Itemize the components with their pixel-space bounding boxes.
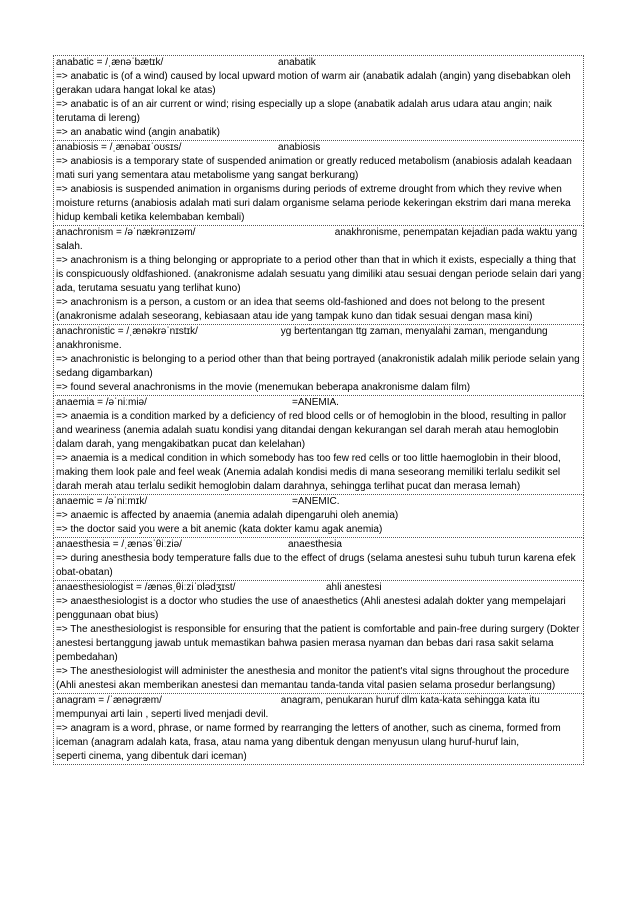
entry-headline xyxy=(56,325,582,353)
headword: anaemic = /əˈniːmɪk/ xyxy=(56,496,148,507)
example-line: => anagram is a word, phrase, or name formed by rearranging the letters of another, such as cinema, formed from iceman (anagram adalah kata, frasa, atau nama yang dibentuk dengan menyusun ulang huruf-huruf lain, xyxy=(56,723,561,748)
example-line: => anachronism is a person, a custom or an idea that seems old-fashioned and does not belong to the present (anakronisme adalah seseorang, kebiasaan atau ide yang tampak kuno dan tidak sesuai dengan masa kini) xyxy=(56,297,545,322)
example-line: => found several anachronisms in the movie (menemukan beberapa anakronisme dalam film) xyxy=(56,382,471,393)
headword: anaesthesiologist = /ænəsˌθiːziˈɒlədʒɪst/ xyxy=(56,582,236,593)
example-line: => anachronism is a thing belonging or appropriate to a period other than that in which it exists, especially a thing that is conspicuously oldfashioned. (anakronisme adalah sesuatu yang dimiliki atau sesuai dengan periode selain dari yang ada, terutama sesuatu yang terlihat kuno) xyxy=(56,255,582,294)
example-line: => The anesthesiologist will administer the anesthesia and monitor the patient's vital signs throughout the procedure (Ahli anestesi akan memberikan anestesi dan memantau tanda-tanda vital pasien selama prosedur berlangsung) xyxy=(56,666,570,691)
example-line: => anaemic is affected by anaemia (anemia adalah dipengaruhi oleh anemia) xyxy=(56,510,399,521)
headword: anaemia = /əˈniːmiə/ xyxy=(56,397,147,408)
example-line: seperti cinema, yang dibentuk dari iceman) xyxy=(56,751,247,762)
entry-anachronism xyxy=(53,226,584,325)
example-line: => anabiosis is suspended animation in organisms during periods of extreme drought from which they revive when moisture returns (anabiosis adalah mati suri dalam organisme selama periode kekeringan ekstrim dari mana mereka hidup kembali ketika kelembaban kembali) xyxy=(56,184,571,223)
translation: =ANEMIA. xyxy=(292,397,339,408)
example-line: => anabatic is of an air current or wind; rising especially up a slope (anabatik adalah arus udara atau angin; naik terutama di lereng) xyxy=(56,99,552,124)
example-line: => The anesthesiologist is responsible for ensuring that the patient is comfortable and pain-free during surgery (Dokter anestesi bertanggung jawab untuk memastikan bahwa pasien merasa nyaman dan bebas dari rasa sakit selama pembedahan) xyxy=(56,624,580,663)
entry-headline xyxy=(56,581,582,595)
entry-anaesthesia xyxy=(53,538,584,581)
entry-headline xyxy=(56,538,582,552)
example-line: => anachronistic is belonging to a period other than that being portrayed (anakronistik adalah milik periode selain yang sedang digambarkan) xyxy=(56,354,580,379)
entry-headline xyxy=(56,226,582,254)
translation: anabiosis xyxy=(278,142,321,153)
headword: anabatic = /ˌænəˈbætɪk/ xyxy=(56,57,164,68)
entry-anabatic xyxy=(53,55,584,141)
example-line: => anabatic is (of a wind) caused by local upward motion of warm air (anabatik adalah (angin) yang disebabkan oleh gerakan udara hangat lokal ke atas) xyxy=(56,71,571,96)
example-line: => anaemia is a condition marked by a deficiency of red blood cells or of hemoglobin in the blood, resulting in pallor and weariness (anemia adalah suatu kondisi yang ditandai dengan kekurangan sel darah merah atau hemoglobin dalam darah, yang mengakibatkan pucat dan kelelahan) xyxy=(56,411,567,450)
dictionary-page xyxy=(53,55,584,765)
translation: anaesthesia xyxy=(288,539,342,550)
entry-headline xyxy=(56,141,582,155)
headword: anachronistic = /ˌænəkrəˈnɪstɪk/ xyxy=(56,326,198,337)
headword: anachronism = /əˈnækrənɪzəm/ xyxy=(56,227,196,238)
headword: anagram = /ˈænəgræm/ xyxy=(56,695,162,706)
entry-anabiosis xyxy=(53,141,584,226)
translation: anagram, penukaran huruf dlm kata-kata sehingga kata itu mempunyai arti lain , seperti lived menjadi devil. xyxy=(56,695,540,720)
translation: =ANEMIC. xyxy=(292,496,340,507)
example-line: => anabiosis is a temporary state of suspended animation or greatly reduced metabolism (anabiosis adalah keadaan mati suri yang sementara atau metabolisme yang sangat berkurang) xyxy=(56,156,572,181)
translation: anabatik xyxy=(278,57,316,68)
translation: yg bertentangan ttg zaman, menyalahi zaman, mengandung anakhronisme. xyxy=(56,326,548,351)
entry-headline xyxy=(56,694,582,722)
entry-anaesthesiologist xyxy=(53,581,584,694)
example-line: => anaemia is a medical condition in which somebody has too few red cells or too little haemoglobin in their blood, making them look pale and feel weak (Anemia adalah kondisi medis di mana seseorang memiliki terlalu sedikit sel darah merah atau terlalu sedikit hemoglobin dalam darahnya, sehingga terlihat pucat dan merasa lemah) xyxy=(56,453,561,492)
example-line: => the doctor said you were a bit anemic (kata dokter kamu agak anemia) xyxy=(56,524,383,535)
entry-headline xyxy=(56,495,582,509)
headword: anabiosis = /ˌænəbaɪˈoʊsɪs/ xyxy=(56,142,182,153)
entry-anagram xyxy=(53,694,584,765)
entry-headline xyxy=(56,56,582,70)
translation: anakhronisme, penempatan kejadian pada waktu yang salah. xyxy=(56,227,578,252)
example-line: => anaesthesiologist is a doctor who studies the use of anaesthetics (Ahli anestesi adalah dokter yang mempelajari penggunaan obat bius) xyxy=(56,596,566,621)
entry-anaemia xyxy=(53,396,584,495)
example-line: => an anabatic wind (angin anabatik) xyxy=(56,127,221,138)
entry-headline xyxy=(56,396,582,410)
translation: ahli anestesi xyxy=(326,582,382,593)
entry-anachronistic xyxy=(53,325,584,396)
entry-anaemic xyxy=(53,495,584,538)
headword: anaesthesia = /ˌænəsˈθiːziə/ xyxy=(56,539,182,550)
example-line: => during anesthesia body temperature falls due to the effect of drugs (selama anestesi suhu tubuh turun karena efek obat-obatan) xyxy=(56,553,576,578)
